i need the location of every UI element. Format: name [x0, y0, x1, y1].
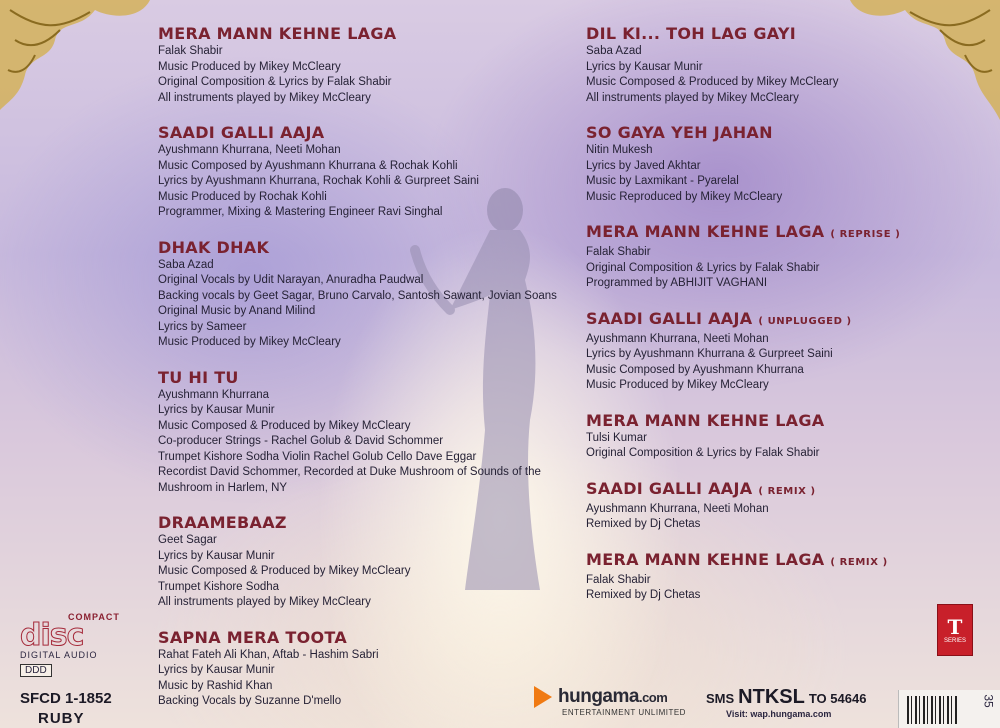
track-credit-line: All instruments played by Mikey McCleary — [158, 91, 371, 104]
track-title — [586, 411, 916, 431]
track-title — [158, 123, 578, 143]
cd-disc-text: disc — [20, 618, 84, 653]
track-credit-line: Programmer, Mixing & Mastering Engineer Ravi Singhal — [158, 206, 443, 218]
track-credit-line: Music Produced by Rochak Kohli — [158, 190, 327, 203]
track-title-text: DRAAMEBAAZ — [158, 513, 287, 532]
track-entry — [158, 123, 578, 221]
track-credit-line: Falak Shabir — [586, 246, 651, 258]
track-credit-line: All instruments played by Mikey McCleary — [158, 596, 371, 608]
track-credit-line: Original Composition & Lyrics by Falak Shabir — [586, 261, 820, 274]
tracklist-right — [586, 24, 916, 621]
track-credit-line: Remixed by Dj Chetas — [586, 589, 701, 601]
track-title — [158, 24, 578, 44]
track-credit-line: Backing Vocals by Suzanne D'mello — [158, 695, 342, 707]
track-credit-line: Music Composed & Produced by Mikey McCleary — [586, 76, 839, 88]
track-title-text: DIL KI... TOH LAG GAYI — [586, 24, 797, 43]
track-title — [586, 309, 916, 332]
track-entry — [586, 309, 916, 394]
track-title-text: SAPNA MERA TOOTA — [158, 627, 348, 647]
sms-prefix: SMS — [706, 691, 735, 706]
track-credit-line: Music Produced by Mikey McCleary — [158, 60, 341, 73]
tseries-name: SERIES — [943, 638, 966, 644]
track-entry — [158, 368, 578, 497]
hungama-com: .com — [638, 690, 668, 706]
track-credit-line: Music Composed & Produced by Mikey McCleary — [158, 419, 411, 432]
play-icon — [534, 686, 552, 708]
track-version: ( UNPLUGGED ) — [758, 315, 852, 327]
tseries-mark: T — [947, 615, 963, 639]
barcode — [898, 690, 1000, 728]
track-credit-line: Lyrics by Ayushmann Khurrana & Gurpreet Saini — [586, 348, 833, 360]
track-credit-line: Original Music by Anand Milind — [158, 305, 316, 317]
track-title — [158, 368, 578, 388]
sms-to: TO 54646 — [808, 691, 867, 706]
track-title — [586, 222, 916, 245]
track-credit-line: Lyrics by Kausar Munir — [158, 404, 275, 416]
track-credit-line: Ayushmann Khurrana, Neeti Mohan — [158, 144, 341, 156]
track-credit-line: Saba Azad — [158, 258, 214, 271]
track-entry — [586, 550, 916, 604]
track-credit-line: Lyrics by Javed Akhtar — [586, 159, 701, 172]
track-title-text: SAADI GALLI AAJA — [158, 123, 325, 142]
track-credit-line: Ayushmann Khurrana, Neeti Mohan — [586, 332, 769, 345]
track-credit-line: Music Composed by Ayushmann Khurrana — [586, 363, 804, 376]
track-entry — [158, 628, 578, 710]
track-title-text: MERA MANN KEHNE LAGA — [586, 222, 825, 241]
hungama-name: hungama — [558, 686, 639, 708]
track-title — [586, 479, 916, 502]
track-title — [158, 513, 578, 533]
barcode-number: 35 — [981, 694, 996, 708]
track-credit-line: Geet Sagar — [158, 534, 217, 546]
track-title — [586, 550, 916, 573]
track-credit-line: Saba Azad — [586, 45, 642, 57]
track-title-text: MERA MANN KEHNE LAGA — [586, 410, 825, 430]
label-name: RUBY — [38, 710, 85, 727]
barcode-bars — [907, 696, 957, 724]
track-credit-line: Backing vocals by Geet Sagar, Bruno Carvalo, Santosh Sawant, Jovian Soans — [158, 289, 557, 302]
track-credit-line: Music Reproduced by Mikey McCleary — [586, 190, 783, 203]
track-credit-line: Trumpet Kishore Sodha Violin Rachel Golub Cello Dave Eggar — [158, 450, 477, 463]
track-version: ( REPRISE ) — [830, 229, 901, 240]
track-title — [158, 628, 578, 648]
track-title-text: TU HI TU — [158, 367, 239, 387]
track-credit-line: Falak Shabir — [586, 573, 651, 586]
track-credit-line: All instruments played by Mikey McCleary — [586, 91, 799, 104]
track-credit-line: Music Produced by Mikey McCleary — [586, 379, 769, 391]
track-credit-line: Rahat Fateh Ali Khan, Aftab - Hashim Sabri — [158, 648, 379, 661]
track-title-text: SAADI GALLI AAJA — [586, 308, 753, 328]
track-title — [586, 24, 916, 44]
track-credit-line: Mushroom in Harlem, NY — [158, 481, 288, 494]
track-entry — [586, 222, 916, 292]
track-credit-line: Tulsi Kumar — [586, 431, 647, 444]
sms-promo — [706, 686, 866, 719]
track-credit-line: Music by Laxmikant - Pyarelal — [586, 175, 739, 187]
tracklist-left — [158, 24, 578, 727]
cd-compact-text: COMPACT — [68, 612, 120, 622]
track-entry — [158, 24, 578, 106]
track-title-text: DHAK DHAK — [158, 237, 270, 257]
track-entry — [586, 479, 916, 533]
track-credit-line: Nitin Mukesh — [586, 144, 653, 156]
track-credit-line: Remixed by Dj Chetas — [586, 518, 701, 530]
track-title — [158, 238, 578, 258]
track-credit-line: Music by Rashid Khan — [158, 679, 273, 692]
track-credit-line: Falak Shabir — [158, 45, 223, 57]
track-credit-line: Original Composition & Lyrics by Falak Shabir — [158, 76, 392, 88]
track-title-text: MERA MANN KEHNE LAGA — [158, 24, 397, 43]
track-version: ( REMIX ) — [830, 556, 888, 568]
track-title-text: SAADI GALLI AAJA — [586, 478, 753, 498]
track-credit-line: Ayushmann Khurrana — [158, 388, 270, 401]
cd-digital-text: DIGITAL AUDIO — [20, 650, 98, 660]
compact-disc-logo — [20, 612, 125, 678]
track-credit-line: Lyrics by Kausar Munir — [158, 549, 275, 562]
ddd-badge: DDD — [20, 664, 52, 677]
track-credit-line: Original Composition & Lyrics by Falak Shabir — [586, 447, 820, 459]
track-title-text: MERA MANN KEHNE LAGA — [586, 549, 825, 569]
sms-visit: Visit: wap.hungama.com — [726, 709, 832, 719]
track-entry — [586, 24, 916, 106]
track-credit-line: Music Composed by Ayushmann Khurrana & Rochak Kohli — [158, 159, 458, 172]
track-title-text: SO GAYA YEH JAHAN — [586, 123, 773, 142]
gold-ornament-left — [0, 0, 170, 140]
tseries-logo — [937, 604, 973, 656]
track-credit-line: Co-producer Strings - Rachel Golub & David Schommer — [158, 435, 444, 447]
track-credit-line: Lyrics by Ayushmann Khurrana, Rochak Kohli & Gurpreet Saini — [158, 175, 479, 187]
catalog-number: SFCD 1-1852 — [20, 690, 112, 707]
track-credit-line: Recordist David Schommer, Recorded at Duke Mushroom of Sounds of the — [158, 466, 541, 478]
track-version: ( REMIX ) — [758, 485, 816, 497]
hungama-logo — [534, 686, 686, 717]
track-entry — [158, 513, 578, 611]
track-entry — [158, 238, 578, 351]
hungama-tagline: ENTERTAINMENT UNLIMITED — [562, 708, 686, 718]
track-credit-line: Original Vocals by Udit Narayan, Anuradha Paudwal — [158, 274, 424, 286]
track-credit-line: Trumpet Kishore Sodha — [158, 580, 280, 593]
track-credit-line: Lyrics by Sameer — [158, 320, 247, 333]
track-entry — [586, 411, 916, 462]
track-credit-line: Programmed by ABHIJIT VAGHANI — [586, 277, 768, 289]
track-credit-line: Ayushmann Khurrana, Neeti Mohan — [586, 502, 769, 515]
track-title — [586, 123, 916, 143]
track-credit-line: Music Composed & Produced by Mikey McCleary — [158, 565, 411, 577]
sms-code: NTKSL — [738, 686, 805, 708]
track-entry — [586, 123, 916, 205]
track-credit-line: Lyrics by Kausar Munir — [586, 60, 703, 73]
track-credit-line: Lyrics by Kausar Munir — [158, 664, 275, 676]
track-credit-line: Music Produced by Mikey McCleary — [158, 336, 341, 348]
